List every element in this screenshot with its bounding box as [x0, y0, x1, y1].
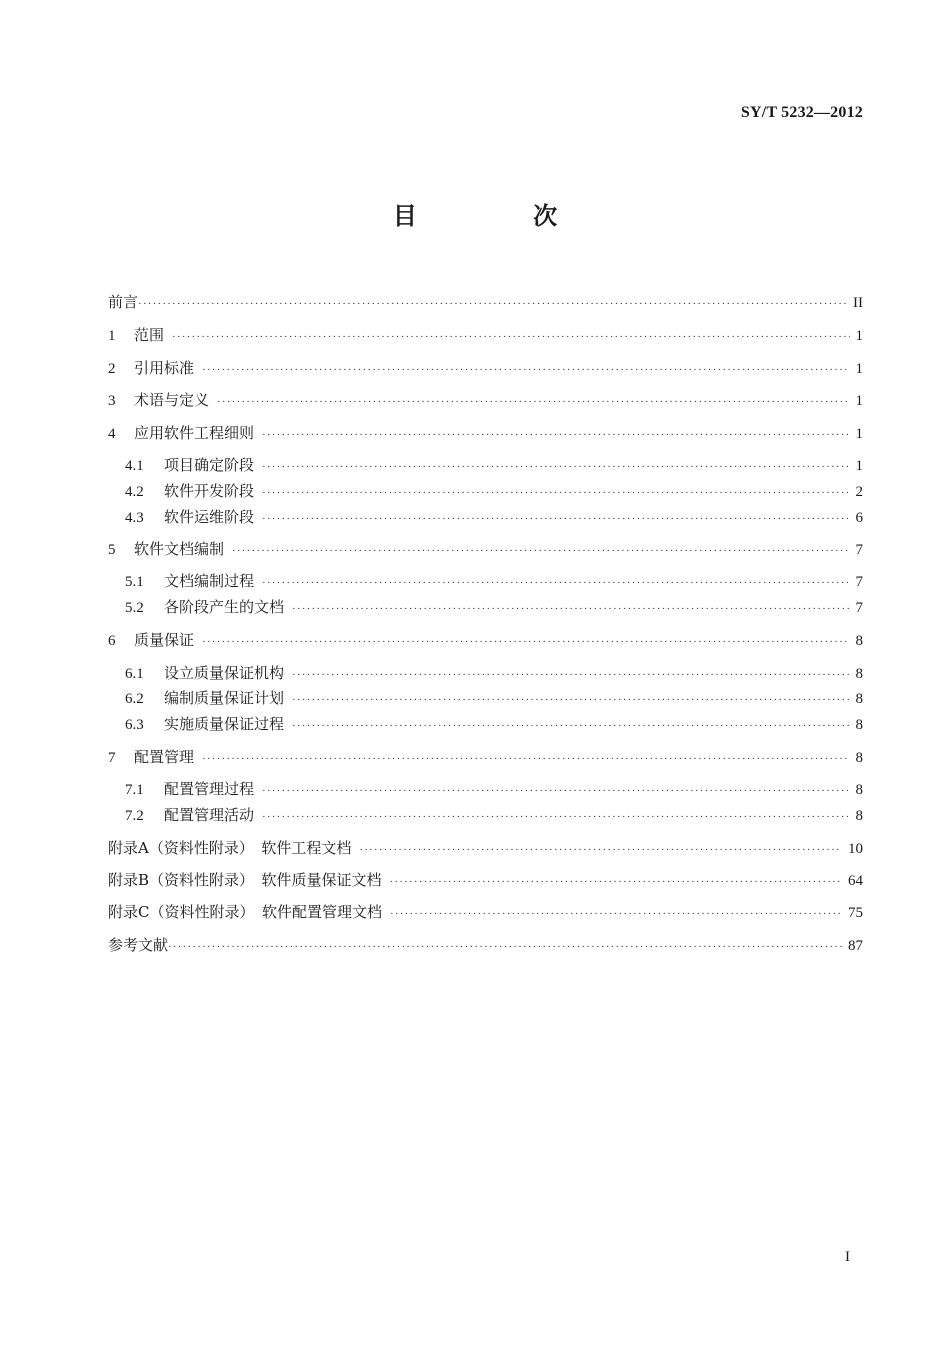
- toc-entry-label: 实施质量保证过程: [164, 715, 285, 733]
- toc-entry-label: 附录C（资料性附录） 软件配置管理文档: [108, 903, 382, 921]
- toc-entry-page: 7: [855, 600, 863, 616]
- toc-entry-4[interactable]: [108, 421, 863, 445]
- toc-entry-label: 引用标准: [134, 359, 195, 377]
- toc-entry-page: 1: [855, 328, 863, 344]
- toc-leader-dots: [262, 481, 849, 505]
- toc-entry-number: 7: [108, 750, 116, 766]
- toc-entry-number: 5.2: [125, 600, 144, 616]
- page-title: 目 次: [392, 202, 612, 230]
- toc-entry-page: 8: [855, 691, 863, 707]
- toc-entry-6[interactable]: [108, 628, 863, 652]
- toc-entry-label: 软件运维阶段: [164, 508, 255, 526]
- toc-entry-page: 1: [855, 393, 863, 409]
- toc-entry-page: 1: [855, 361, 863, 377]
- toc-entry-page: 8: [855, 633, 863, 649]
- toc-entry-5-2[interactable]: [125, 595, 863, 619]
- toc-entry-number: 7.1: [125, 782, 144, 798]
- toc-leader-dots: [262, 423, 849, 447]
- toc-entry-appendix-a[interactable]: [108, 836, 863, 860]
- toc-entry-7-2[interactable]: [125, 803, 863, 827]
- toc-entry-number: 1: [108, 328, 116, 344]
- toc-entry-number: 2: [108, 361, 116, 377]
- toc-leader-dots: [262, 779, 849, 803]
- toc-entry-number: 4: [108, 426, 116, 442]
- toc-entry-number: 3: [108, 393, 116, 409]
- toc-entry-page: II: [853, 295, 863, 311]
- toc-entry-label: 配置管理过程: [164, 780, 255, 798]
- toc-entry-appendix-b[interactable]: [108, 868, 863, 892]
- toc-entry-page: 2: [855, 484, 863, 500]
- toc-entry-page: 8: [855, 717, 863, 733]
- toc-entry-page: 10: [848, 841, 863, 857]
- toc-entry-label: 应用软件工程细则: [134, 424, 255, 442]
- toc-entry-number: 4.3: [125, 510, 144, 526]
- toc-leader-dots: [262, 571, 849, 595]
- toc-entry-6-3[interactable]: [125, 712, 863, 736]
- toc-leader-dots: [390, 902, 842, 926]
- toc-entry-number: 6: [108, 633, 116, 649]
- toc-entry-number: 6.2: [125, 691, 144, 707]
- toc-leader-dots: [262, 805, 849, 829]
- toc-entry-label: 软件文档编制: [134, 540, 225, 558]
- toc-entry-number: 6.1: [125, 666, 144, 682]
- toc-entry-label: 术语与定义: [134, 391, 210, 409]
- toc-leader-dots: [262, 455, 849, 479]
- toc-entry-foreword[interactable]: [108, 290, 863, 314]
- toc-entry-5[interactable]: [108, 537, 863, 561]
- toc-entry-5-1[interactable]: [125, 569, 863, 593]
- toc-leader-dots: [202, 358, 849, 382]
- toc-entry-label: 配置管理: [134, 748, 195, 766]
- toc-leader-dots: [202, 747, 849, 771]
- toc-entry-number: 7.2: [125, 808, 144, 824]
- toc-leader-dots: [292, 688, 849, 712]
- toc-entry-label: 配置管理活动: [164, 806, 255, 824]
- toc-entry-number: 5: [108, 542, 116, 558]
- toc-entry-number: 6.3: [125, 717, 144, 733]
- standard-code: SY/T 5232—2012: [740, 104, 863, 121]
- toc-entry-page: 6: [855, 510, 863, 526]
- toc-leader-dots: [390, 870, 842, 894]
- toc-entry-page: 1: [855, 426, 863, 442]
- toc-leader-dots: [262, 507, 849, 531]
- toc-entry-4-1[interactable]: [125, 453, 863, 477]
- toc-entry-page: 8: [855, 782, 863, 798]
- toc-entry-number: 4.2: [125, 484, 144, 500]
- toc-entry-7-1[interactable]: [125, 777, 863, 801]
- toc-leader-dots: [292, 597, 849, 621]
- toc-entry-number: 5.1: [125, 574, 144, 590]
- toc-entry-label: 文档编制过程: [164, 572, 255, 590]
- toc-entry-page: 75: [848, 905, 863, 921]
- toc-entry-2[interactable]: [108, 356, 863, 380]
- toc-entry-label: 参考文献: [108, 936, 169, 954]
- toc-entry-7[interactable]: [108, 745, 863, 769]
- toc-entry-label: 编制质量保证计划: [164, 689, 285, 707]
- toc-entry-page: 8: [855, 750, 863, 766]
- toc-entry-label: 设立质量保证机构: [164, 664, 285, 682]
- toc-entry-6-2[interactable]: [125, 686, 863, 710]
- toc-entry-1[interactable]: [108, 323, 863, 347]
- toc-entry-appendix-c[interactable]: [108, 900, 863, 924]
- toc-entry-page: 8: [855, 808, 863, 824]
- toc-entry-6-1[interactable]: [125, 661, 863, 685]
- toc-entry-label: 软件开发阶段: [164, 482, 255, 500]
- toc-leader-dots: [359, 838, 842, 862]
- toc-entry-label: 质量保证: [134, 631, 195, 649]
- toc-leader-dots: [292, 663, 849, 687]
- toc-entry-page: 64: [848, 873, 863, 889]
- toc-entry-references[interactable]: [108, 933, 863, 957]
- toc-entry-label: 附录B（资料性附录） 软件质量保证文档: [108, 871, 382, 889]
- toc-entry-page: 8: [855, 666, 863, 682]
- toc-leader-dots: [217, 390, 849, 414]
- toc-entry-label: 项目确定阶段: [164, 456, 255, 474]
- toc-entry-4-3[interactable]: [125, 505, 863, 529]
- toc-entry-label: 范围: [134, 326, 165, 344]
- toc-leader-dots: [292, 714, 849, 738]
- toc-leader-dots: [168, 935, 842, 959]
- toc-leader-dots: [138, 292, 847, 316]
- toc-entry-page: 87: [848, 938, 863, 954]
- toc-entry-label: 各阶段产生的文档: [164, 598, 285, 616]
- toc-entry-4-2[interactable]: [125, 479, 863, 503]
- toc-entry-label: 前言: [108, 293, 139, 311]
- toc-leader-dots: [172, 325, 849, 349]
- toc-entry-3[interactable]: [108, 388, 863, 412]
- toc-leader-dots: [232, 539, 849, 563]
- footer-page-number: I: [845, 1249, 850, 1265]
- toc-entry-page: 7: [855, 542, 863, 558]
- toc-entry-label: 附录A（资料性附录） 软件工程文档: [108, 839, 352, 857]
- toc-entry-number: 4.1: [125, 458, 144, 474]
- toc-entry-page: 7: [855, 574, 863, 590]
- toc-leader-dots: [202, 630, 849, 654]
- toc-entry-page: 1: [855, 458, 863, 474]
